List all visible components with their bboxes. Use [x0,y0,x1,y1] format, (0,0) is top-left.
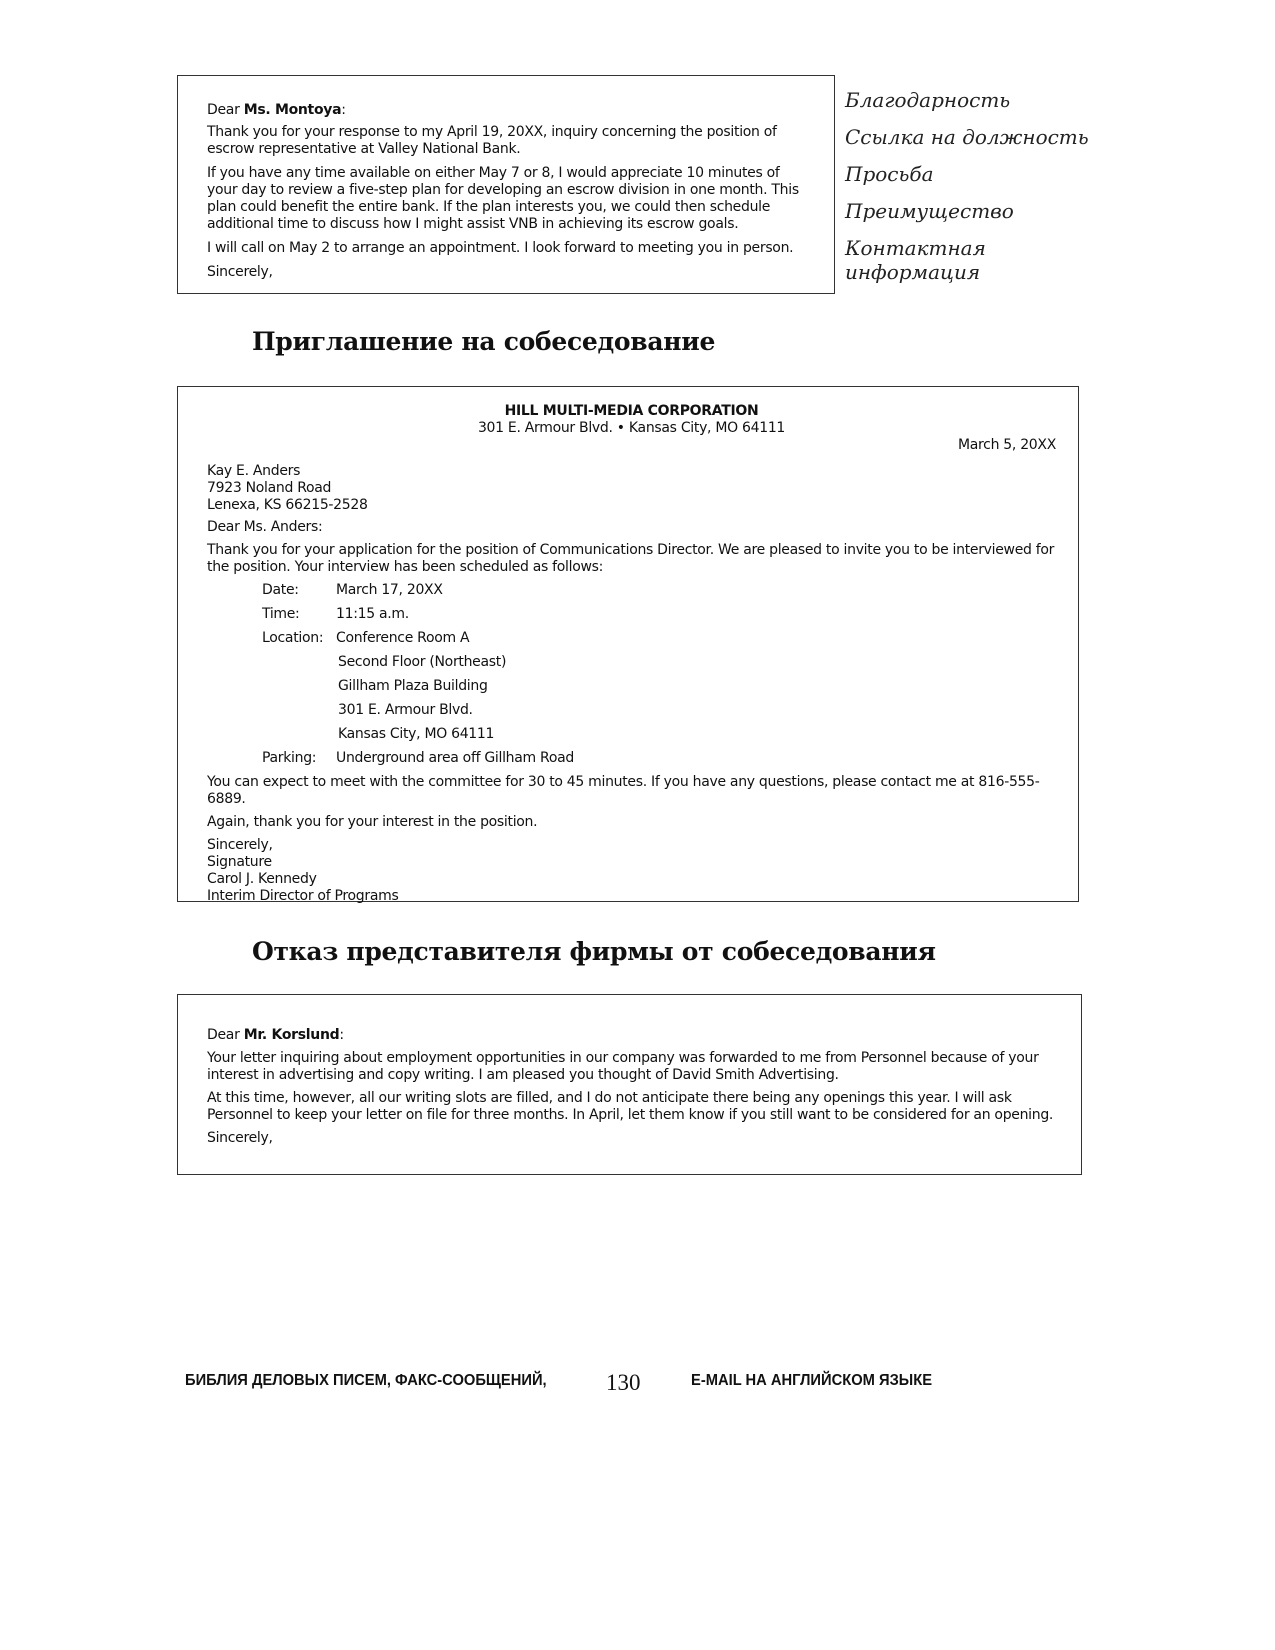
note-contact-line1: Контактная [845,236,986,260]
location-line [262,654,1056,678]
letter-box-korslund [177,994,1082,1175]
paragraph-intro: Thank you for your application for the position of Communications Director. We are pleased to invite you to be interviewed for the position. Your interview has been scheduled as follows: [207,542,1055,575]
paragraph-thanks: Again, thank you for your interest in the position. [207,814,538,830]
note-contact-line2: информация [845,260,981,284]
closing: Sincerely, [207,837,273,853]
schedule-row-location [262,630,1056,654]
side-notes [845,88,1105,284]
note-request: Просьба [845,162,934,186]
recipient-city: Lenexa, KS 66215-2528 [207,497,368,513]
signature: Signature [207,854,272,870]
salutation: Dear Ms. Anders: [207,519,323,535]
schedule-value: 11:15 a.m. [336,606,409,622]
section-heading-interview-refusal: Отказ представителя фирмы от собеседования [252,937,936,966]
closing: Sincerely, [207,1130,273,1146]
schedule-label: Date: [262,582,299,598]
letter-box-montoya [177,75,835,294]
interview-schedule [262,582,1056,774]
paragraph-referral: Your letter inquiring about employment opportunities in our company was forwarded to me from Personnel because of your interest in advertising and copy writing. I am pleased you thought of David Smith Advertising. [207,1050,1039,1083]
letter-box-interview-invitation [177,386,1079,902]
recipient-name: Kay E. Anders [207,463,301,479]
signer-name: Carol J. Kennedy [207,871,317,887]
company-name: HILL MULTI-MEDIA CORPORATION [504,403,759,419]
salutation-prefix: Dear [207,1027,244,1043]
schedule-label: Parking: [262,750,317,766]
footer-title-left: БИБЛИЯ ДЕЛОВЫХ ПИСЕМ, ФАКС-СООБЩЕНИЙ, [185,1372,547,1389]
schedule-value: March 17, 20XX [336,582,443,598]
salutation [207,1027,1061,1044]
footer-title-right: E-MAIL НА АНГЛИЙСКОМ ЯЗЫКЕ [691,1372,933,1389]
note-advantage: Преимущество [845,199,1014,223]
salutation-name: Mr. Korslund [243,1027,340,1043]
location-line [262,726,1056,750]
paragraph-decline: At this time, however, all our writing slots are filled, and I do not anticipate there being any openings this year. I will ask Personnel to keep your letter on file for three months. In April, let them know if you still want to be considered for an opening. [207,1090,1054,1123]
page-number: 130 [606,1370,641,1395]
section-heading-interview-invitation: Приглашение на собеседование [252,327,716,356]
signature-block [207,837,1056,905]
location-line-text: Kansas City, MO 64111 [338,726,495,742]
paragraph-contact: I will call on May 2 to arrange an appointment. I look forward to meeting you in person. [207,240,794,256]
location-line-text: Second Floor (Northeast) [338,654,507,670]
location-line [262,678,1056,702]
salutation [207,102,808,119]
schedule-label: Location: [262,630,324,646]
signer-title: Interim Director of Programs [207,888,399,904]
schedule-value: Conference Room A [336,630,470,646]
paragraph-request: If you have any time available on either May 7 or 8, I would appreciate 10 minutes of your day to review a five-step plan for developing an escrow division in one month. This plan could benefit the entire bank. If the plan interests you, we could then schedule additional time to discuss how I might assist VNB in achieving its escrow goals. [207,165,799,232]
company-address: 301 E. Armour Blvd. • Kansas City, MO 64111 [477,420,786,436]
note-gratitude: Благодарность [845,88,1011,112]
closing: Sincerely, [207,264,273,280]
schedule-label: Time: [262,606,300,622]
salutation-prefix: Dear [207,102,244,118]
paragraph-thanks: Thank you for your response to my April 19, 20XX, inquiry concerning the position of escrow representative at Valley National Bank. [207,124,777,157]
schedule-value: Underground area off Gillham Road [336,750,574,766]
note-position-reference: Ссылка на должность [845,125,1089,149]
letter-date: March 5, 20XX [957,437,1056,453]
paragraph-details: You can expect to meet with the committee for 30 to 45 minutes. If you have any questions, please contact me at 816-555-6889. [207,774,1040,807]
schedule-row-date [262,582,1056,606]
recipient-address [207,463,1056,514]
salutation-name: Ms. Montoya [243,102,342,118]
salutation-suffix: : [341,102,346,118]
schedule-row-parking [262,750,1056,774]
location-line [262,702,1056,726]
location-line-text: Gillham Plaza Building [338,678,488,694]
location-line-text: 301 E. Armour Blvd. [338,702,473,718]
schedule-row-time [262,606,1056,630]
salutation-suffix: : [339,1027,344,1043]
recipient-street: 7923 Noland Road [207,480,332,496]
